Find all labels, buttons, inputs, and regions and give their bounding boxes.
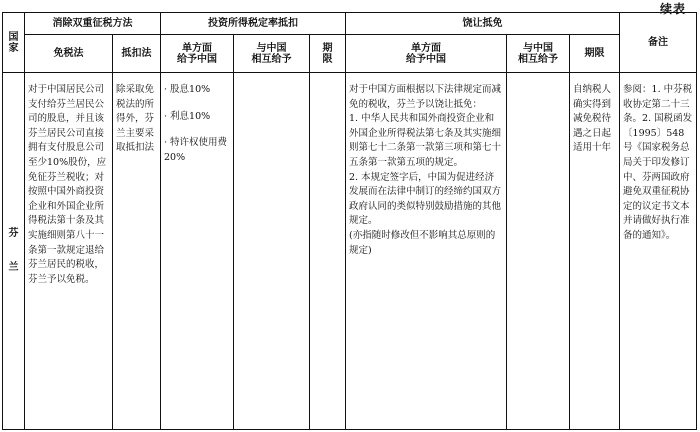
header-country: 国家 <box>3 13 25 73</box>
sparing-mutual-cell <box>507 73 570 430</box>
header-unilateral-to-china <box>161 35 234 73</box>
sparing-text-3: 2. 本规定签字后，中国为促进经济发展而在法律中制订的经缔约国双方政府认同的类似特别鼓励措施的其他规定。 <box>349 171 502 227</box>
header-sparing-mutual-line1: 与中国 <box>523 42 554 54</box>
country-name: 芬兰 <box>8 228 19 273</box>
sparing-text-1: 对于中国方面根据以下法律规定而减免的税收，芬兰予以饶让抵免： <box>349 84 502 110</box>
continuation-label: 续表 <box>659 2 686 16</box>
rate-dividend: · 股息10% <box>164 84 211 95</box>
header-period-line1: 期 <box>322 42 333 54</box>
sparing-period-cell <box>570 73 620 430</box>
header-period-line2: 限 <box>322 53 333 65</box>
mutual-rate-cell <box>234 73 310 430</box>
rate-royalty: · 特许权使用费20% <box>164 137 228 163</box>
header-mutual-line2: 相互给予 <box>251 53 292 65</box>
sparing-cell <box>346 73 507 430</box>
sparing-text-4: (亦指随时修改但不影响其总原则的规定) <box>349 229 496 256</box>
rate-interest: · 利息10% <box>164 110 211 122</box>
header-exemption-method: 免税法 <box>25 35 113 73</box>
header-eliminate-double-tax: 消除双重征税方法 <box>25 13 161 35</box>
header-tax-sparing: 饶让抵免 <box>346 13 620 35</box>
header-period <box>310 35 346 73</box>
header-mutual-line1: 与中国 <box>256 42 287 54</box>
remarks-text: 参阅：1. 中芬税收协定第二十三条。2. 国税函发〔1995〕548号《国家税务总局关于印发修订中、芬两国政府避免双重征税协定的议定书文本并请做好执行准备的通知》。 <box>623 84 693 241</box>
sparing-period-text: 自纳税人确实得到减免税待遇之日起适用十年 <box>573 84 612 154</box>
rates-cell <box>161 73 234 430</box>
header-mutual-with-china <box>234 35 310 73</box>
header-credit-method: 抵扣法 <box>113 35 161 73</box>
header-sparing-mutual-line2: 相互给予 <box>518 53 559 65</box>
tax-treaty-table <box>2 12 697 430</box>
header-unilateral-line2: 给予中国 <box>177 53 217 65</box>
exemption-text: 对于中国居民公司支付给芬兰居民公司的股息，并且该芬兰居民公司直接拥有支付股息公司至少10%股份，应免征芬兰税收；对按照中国外商投资企业和外国企业所得税法第十条及其实施细则第八十一条第一款规定退给芬兰居民的税收，芬兰予以免税。 <box>28 84 107 285</box>
table-row <box>3 73 697 430</box>
period-cell <box>310 73 346 430</box>
remarks-cell <box>620 73 697 430</box>
header-sparing-unilateral-line1: 单方面 <box>411 42 442 54</box>
exemption-cell <box>25 73 113 430</box>
header-sparing-unilateral <box>346 35 507 73</box>
country-cell <box>3 73 25 430</box>
sparing-text-2: 1. 中华人民共和国外商投资企业和外国企业所得税法第七条及其实施细则第七十二条第一款第三项和第七十五条第一款第五项的规定。 <box>349 113 502 168</box>
header-unilateral-line1: 单方面 <box>182 42 212 54</box>
header-sparing-period: 期限 <box>570 35 620 73</box>
header-investment-rate-credit: 投资所得税定率抵扣 <box>161 13 346 35</box>
header-sparing-unilateral-line2: 给予中国 <box>406 53 447 65</box>
header-remarks: 备注 <box>620 13 697 73</box>
credit-cell <box>113 73 161 430</box>
header-sparing-mutual <box>507 35 570 73</box>
credit-text: 除采取免税法的所得外，芬兰主要采取抵扣法 <box>116 84 155 154</box>
